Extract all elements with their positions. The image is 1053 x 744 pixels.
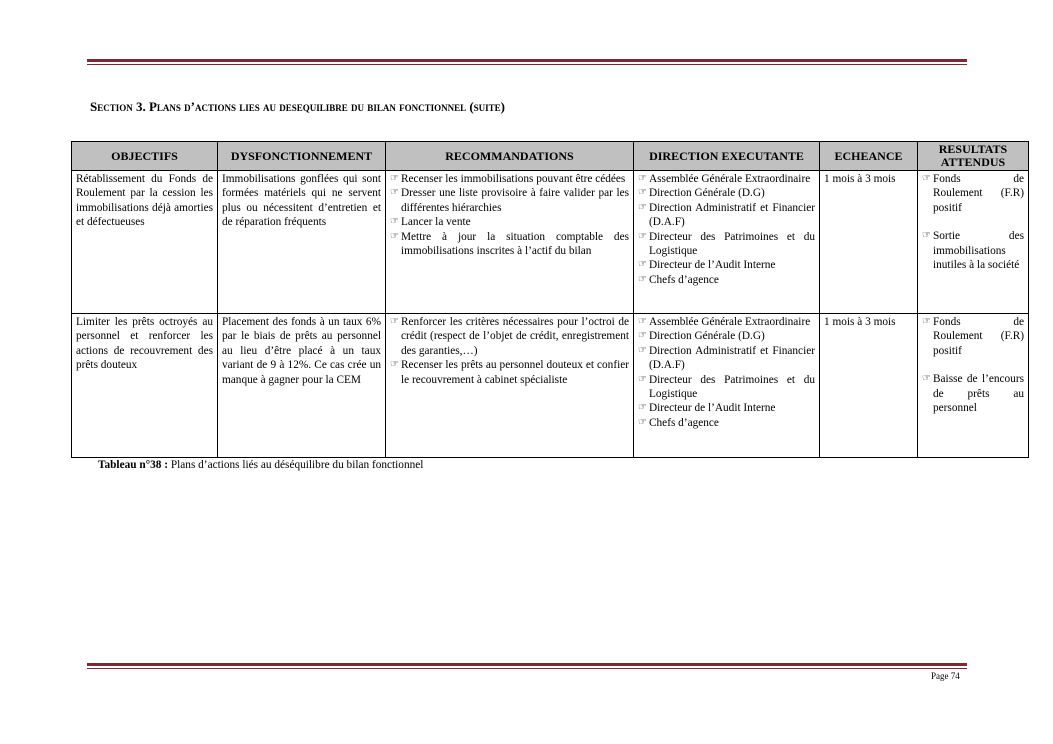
header-echeance: ECHEANCE: [820, 142, 918, 171]
header-direction-executante: DIRECTION EXECUTANTE: [634, 142, 820, 171]
cell-objectif: Rétablissement du Fonds de Roulement par la cession les immobilisations déjà amorties et défectueuses: [72, 171, 218, 314]
list-item: ☞ Assemblée Générale Extraordinaire: [638, 316, 811, 328]
pointing-hand-icon: ☞: [390, 216, 399, 228]
list-item: ☞ Direction Administratif et Financier (D.A.F): [638, 344, 815, 372]
pointing-hand-icon: ☞: [638, 201, 647, 213]
cell-resultats: [918, 314, 1029, 458]
list-item: ☞ Dresser une liste provisoire à faire valider par les différentes hiérarchies: [390, 187, 629, 214]
list-item: ☞ Mettre à jour la situation comptable des immobilisations inscrites à l’actif du bilan: [390, 230, 629, 258]
pointing-hand-icon: ☞: [638, 316, 647, 327]
list-item: ☞ Chefs d’agence: [638, 416, 719, 429]
page-number: Page 74: [931, 671, 960, 681]
header-rule: [87, 59, 967, 65]
pointing-hand-icon: ☞: [390, 173, 399, 184]
header-objectifs: OBJECTIFS: [72, 142, 218, 171]
pointing-hand-icon: ☞: [390, 359, 399, 371]
header-recommandations: RECOMMANDATIONS: [386, 142, 634, 171]
list-item: ☞ Assemblée Générale Extraordinaire: [638, 173, 811, 185]
table-row: [72, 314, 1029, 458]
list-item: ☞ Sortie des immobilisations inutiles à la société: [922, 230, 1024, 272]
list-item: ☞ Chefs d’agence: [638, 273, 719, 286]
pointing-hand-icon: ☞: [638, 230, 647, 242]
cell-direction: [634, 314, 820, 458]
pointing-hand-icon: ☞: [390, 230, 399, 242]
cell-echeance: 1 mois à 3 mois: [820, 314, 918, 458]
cell-echeance: 1 mois à 3 mois: [820, 171, 918, 314]
section-title: Section 3. Plans d’actions lies au desequilibre du bilan fonctionnel (suite): [90, 99, 505, 114]
pointing-hand-icon: ☞: [922, 230, 931, 242]
footer-rule: [87, 663, 967, 669]
list-item: ☞ Fonds de Roulement (F.R) positif: [922, 316, 1024, 357]
list-item: ☞ Directeur des Patrimoines et du Logistique: [638, 230, 815, 258]
list-item: ☞ Direction Administratif et Financier (D.A.F): [638, 201, 815, 229]
table-row: [72, 171, 1029, 314]
pointing-hand-icon: ☞: [638, 173, 647, 184]
caption-text: Plans d’actions liés au déséquilibre du bilan fonctionnel: [168, 459, 424, 471]
list-item: ☞ Direction Générale (D.G): [638, 187, 765, 200]
cell-dysfonctionnement: Immobilisations gonflées qui sont formées matériels qui ne servent plus ou nécessitent d’entretien et de réparation fréquents: [218, 171, 386, 314]
pointing-hand-icon: ☞: [638, 330, 647, 342]
list-item: ☞ Fonds de Roulement (F.R) positif: [922, 173, 1024, 214]
list-item: ☞ Directeur de l’Audit Interne: [638, 402, 776, 415]
list-item: ☞ Recenser les immobilisations pouvant être cédées: [390, 173, 626, 185]
pointing-hand-icon: ☞: [638, 416, 647, 428]
list-item: ☞ Recenser les prêts au personnel douteux et confier le recouvrement à cabinet spécialiste: [390, 359, 629, 386]
pointing-hand-icon: ☞: [638, 344, 647, 356]
pointing-hand-icon: ☞: [922, 373, 931, 385]
pointing-hand-icon: ☞: [638, 273, 647, 285]
pointing-hand-icon: ☞: [638, 259, 647, 271]
cell-recommandations: [386, 314, 634, 458]
cell-resultats: [918, 171, 1029, 314]
list-item: ☞ Directeur des Patrimoines et du Logistique: [638, 373, 815, 401]
action-plan-table: [71, 141, 1029, 458]
header-dysfonctionnement: DYSFONCTIONNEMENT: [218, 142, 386, 171]
pointing-hand-icon: ☞: [638, 402, 647, 414]
caption-label: Tableau n°38 :: [98, 459, 169, 471]
header-resultats-attendus: RESULTATS ATTENDUS: [918, 142, 1029, 171]
pointing-hand-icon: ☞: [638, 373, 647, 385]
list-item: ☞ Baisse de l’encours de prêts au personnel: [922, 373, 1024, 415]
list-item: ☞ Renforcer les critères nécessaires pour l’octroi de crédit (respect de l’objet de crédit, enregistrement des garanties,…): [390, 316, 629, 357]
pointing-hand-icon: ☞: [922, 316, 931, 327]
cell-objectif: Limiter les prêts octroyés au personnel et renforcer les actions de recouvrement des prêts douteux: [72, 314, 218, 458]
pointing-hand-icon: ☞: [638, 187, 647, 199]
list-item: ☞ Direction Générale (D.G): [638, 330, 765, 343]
pointing-hand-icon: ☞: [922, 173, 931, 184]
list-item: ☞ Lancer la vente: [390, 216, 471, 229]
cell-recommandations: [386, 171, 634, 314]
list-item: ☞ Directeur de l’Audit Interne: [638, 259, 776, 272]
pointing-hand-icon: ☞: [390, 316, 399, 327]
table-caption: [98, 459, 423, 471]
cell-dysfonctionnement: Placement des fonds à un taux 6% par le biais de prêts au personnel au lieu d’être placé à un taux variant de 9 à 12%. Ce cas crée un manque à gagner pour la CEM: [218, 314, 386, 458]
pointing-hand-icon: ☞: [390, 187, 399, 199]
cell-direction: [634, 171, 820, 314]
table-header-row: [72, 142, 1029, 171]
